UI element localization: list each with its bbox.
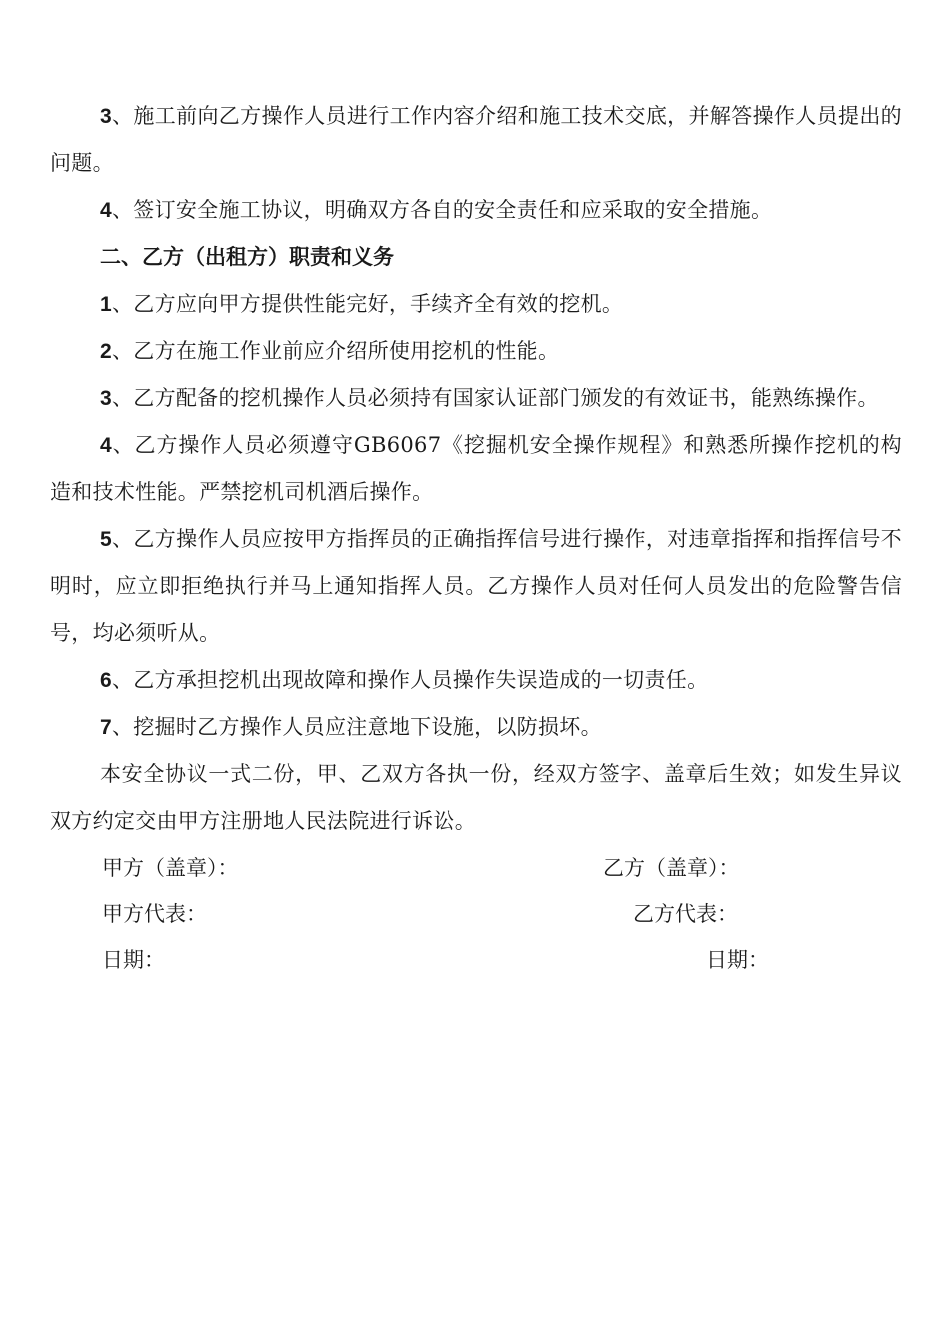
clause-number: 6 xyxy=(100,669,112,692)
clause-b-3 xyxy=(50,375,902,422)
clause-a-3 xyxy=(50,93,902,187)
clause-text: 、乙方操作人员必须遵守GB6067《挖掘机安全操作规程》和熟悉所操作挖机的构造和技术性能。严禁挖机司机酒后操作。 xyxy=(50,433,902,504)
clause-number: 5 xyxy=(100,528,112,551)
signature-row-representative xyxy=(50,891,902,937)
clause-text: 、乙方应向甲方提供性能完好，手续齐全有效的挖机。 xyxy=(111,292,624,316)
party-a-seal-label: 甲方（盖章）： xyxy=(102,856,239,880)
clause-number: 3 xyxy=(100,387,112,410)
section-heading: 二、乙方（出租方）职责和义务 xyxy=(100,245,394,269)
clause-number: 1 xyxy=(100,293,112,316)
clause-b-4 xyxy=(50,422,902,516)
clause-text: 、挖掘时乙方操作人员应注意地下设施，以防损坏。 xyxy=(111,715,602,739)
signature-row-seal xyxy=(50,845,902,891)
clause-b-6 xyxy=(50,657,902,704)
clause-text: 、施工前向乙方操作人员进行工作内容介绍和施工技术交底，并解答操作人员提出的问题。 xyxy=(50,104,902,175)
document-page xyxy=(50,93,902,983)
clause-number: 3 xyxy=(100,105,112,128)
clause-number: 4 xyxy=(100,434,112,457)
clause-text: 、乙方操作人员应按甲方指挥员的正确指挥信号进行操作，对违章指挥和指挥信号不明时，应立即拒绝执行并马上通知指挥人员。乙方操作人员对任何人员发出的危险警告信号，均必须听从。 xyxy=(50,527,902,645)
party-b-date-label: 日期： xyxy=(706,948,769,972)
clause-text: 、乙方承担挖机出现故障和操作人员操作失误造成的一切责任。 xyxy=(111,668,709,692)
party-a-rep-label: 甲方代表： xyxy=(102,902,207,926)
closing-paragraph: 本安全协议一式二份，甲、乙双方各执一份，经双方签字、盖章后生效；如发生异议双方约定交由甲方注册地人民法院进行诉讼。 xyxy=(50,762,902,833)
clause-b-5 xyxy=(50,516,902,657)
clause-b-2 xyxy=(50,328,902,375)
party-b-seal-label: 乙方（盖章）： xyxy=(603,856,740,880)
party-b-rep-label: 乙方代表： xyxy=(633,902,738,926)
clause-number: 2 xyxy=(100,340,112,363)
clause-text: 、签订安全施工协议，明确双方各自的安全责任和应采取的安全措施。 xyxy=(111,198,773,222)
party-a-date-label: 日期： xyxy=(102,948,165,972)
clause-text: 、乙方配备的挖机操作人员必须持有国家认证部门颁发的有效证书，能熟练操作。 xyxy=(111,386,879,410)
clause-number: 7 xyxy=(100,716,112,739)
clause-b-1 xyxy=(50,281,902,328)
clause-number: 4 xyxy=(100,199,112,222)
clause-b-7 xyxy=(50,704,902,751)
signature-row-date xyxy=(50,937,902,983)
clause-text: 、乙方在施工作业前应介绍所使用挖机的性能。 xyxy=(111,339,560,363)
clause-a-4 xyxy=(50,187,902,234)
